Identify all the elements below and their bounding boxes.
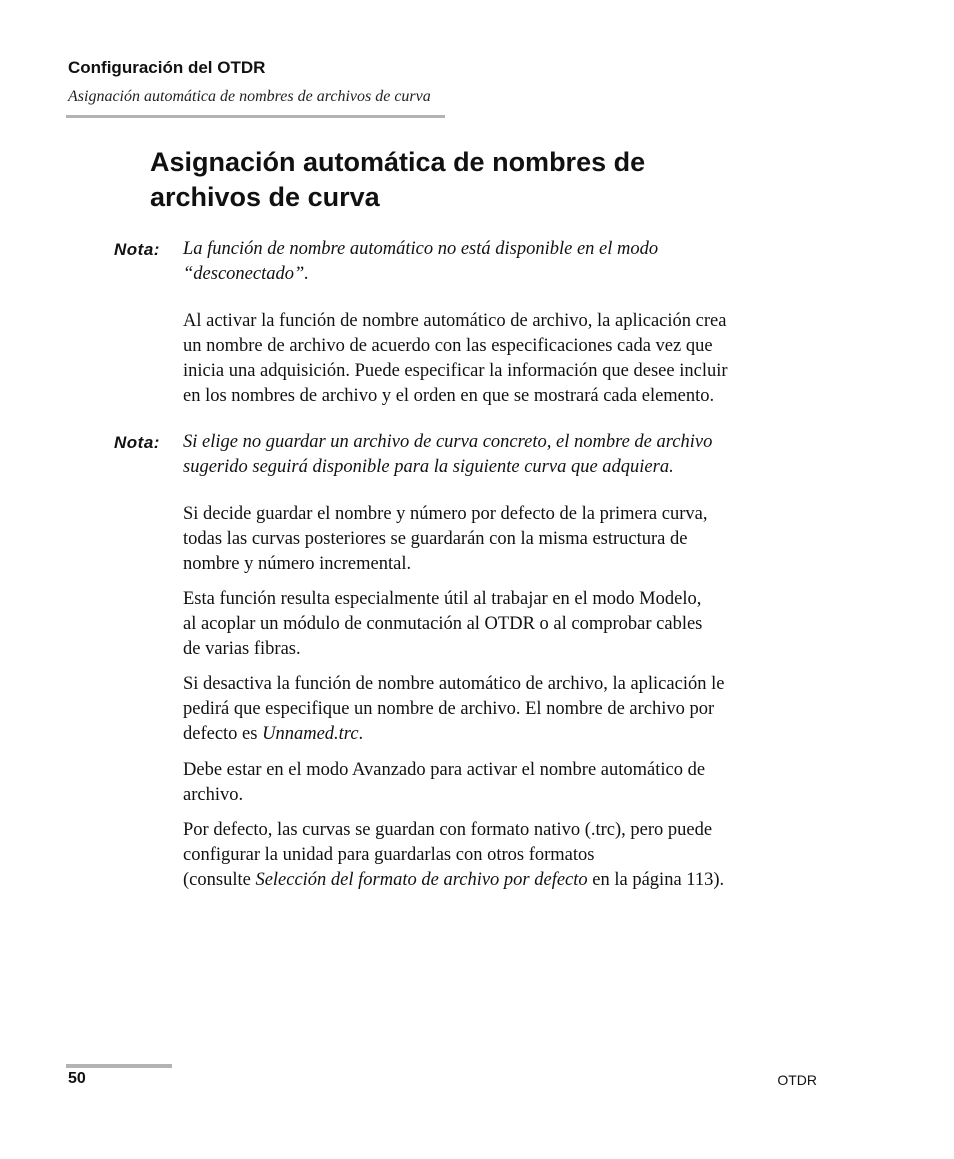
footer-divider bbox=[66, 1064, 172, 1068]
paragraph-usefulness bbox=[183, 587, 823, 662]
text-line: Esta función resulta especialmente útil al trabajar en el modo Modelo, bbox=[183, 589, 702, 609]
text-line: Debe estar en el modo Avanzado para activar el nombre automático de bbox=[183, 760, 706, 780]
page-title-line-1: Asignación automática de nombres de bbox=[150, 147, 646, 177]
cross-reference-link[interactable]: Selección del formato de archivo por defecto bbox=[255, 870, 588, 890]
note-line: “desconectado”. bbox=[183, 264, 309, 284]
note-line: Si elige no guardar un archivo de curva concreto, el nombre de archivo bbox=[183, 432, 713, 452]
text-line: de varias fibras. bbox=[183, 639, 301, 659]
text-line: . bbox=[358, 724, 364, 744]
paragraph-advanced-mode bbox=[183, 758, 823, 808]
text-line: nombre y número incremental. bbox=[183, 554, 412, 574]
text-line: Al activar la función de nombre automático de archivo, la aplicación crea bbox=[183, 311, 727, 331]
text-line: al acoplar un módulo de conmutación al OTDR o al comprobar cables bbox=[183, 614, 703, 634]
chapter-title: Configuración del OTDR bbox=[68, 58, 266, 77]
page-title bbox=[150, 145, 850, 215]
note-text bbox=[183, 430, 823, 480]
text-line: Si decide guardar el nombre y número por defecto de la primera curva, bbox=[183, 504, 708, 524]
text-line: Por defecto, las curvas se guardan con formato nativo (.trc), pero puede bbox=[183, 820, 713, 840]
note-line: sugerido seguirá disponible para la siguiente curva que adquiera. bbox=[183, 457, 674, 477]
text-line: Si desactiva la función de nombre automático de archivo, la aplicación le bbox=[183, 674, 725, 694]
note-text bbox=[183, 237, 823, 287]
text-line: en los nombres de archivo y el orden en que se mostrará cada elemento. bbox=[183, 386, 715, 406]
note-label: Nota: bbox=[114, 433, 160, 452]
text-line: defecto es bbox=[183, 724, 263, 744]
page-number: 50 bbox=[68, 1070, 86, 1087]
text-line: todas las curvas posteriores se guardarán con la misma estructura de bbox=[183, 529, 688, 549]
paragraph-default-name bbox=[183, 502, 823, 577]
note-label: Nota: bbox=[114, 240, 160, 259]
text-line: configurar la unidad para guardarlas con otros formatos bbox=[183, 845, 595, 865]
text-line: un nombre de archivo de acuerdo con las especificaciones cada vez que bbox=[183, 336, 713, 356]
paragraph-deactivate bbox=[183, 672, 823, 747]
text-line: inicia una adquisición. Puede especificar la información que desee incluir bbox=[183, 361, 728, 381]
text-line: archivo. bbox=[183, 785, 244, 805]
text-line: pedirá que especifique un nombre de archivo. El nombre de archivo por bbox=[183, 699, 715, 719]
note-line: La función de nombre automático no está disponible en el modo bbox=[183, 239, 659, 259]
section-subtitle: Asignación automática de nombres de archivos de curva bbox=[68, 88, 431, 105]
text-line: (consulte bbox=[183, 870, 256, 890]
default-filename: Unnamed.trc bbox=[262, 724, 359, 744]
header-divider bbox=[66, 115, 445, 118]
page-title-line-2: archivos de curva bbox=[150, 182, 380, 212]
footer-product-name: OTDR bbox=[777, 1072, 817, 1088]
paragraph-default-format bbox=[183, 818, 823, 893]
paragraph-autoname-intro bbox=[183, 309, 823, 409]
text-line: en la página 113). bbox=[587, 870, 725, 890]
